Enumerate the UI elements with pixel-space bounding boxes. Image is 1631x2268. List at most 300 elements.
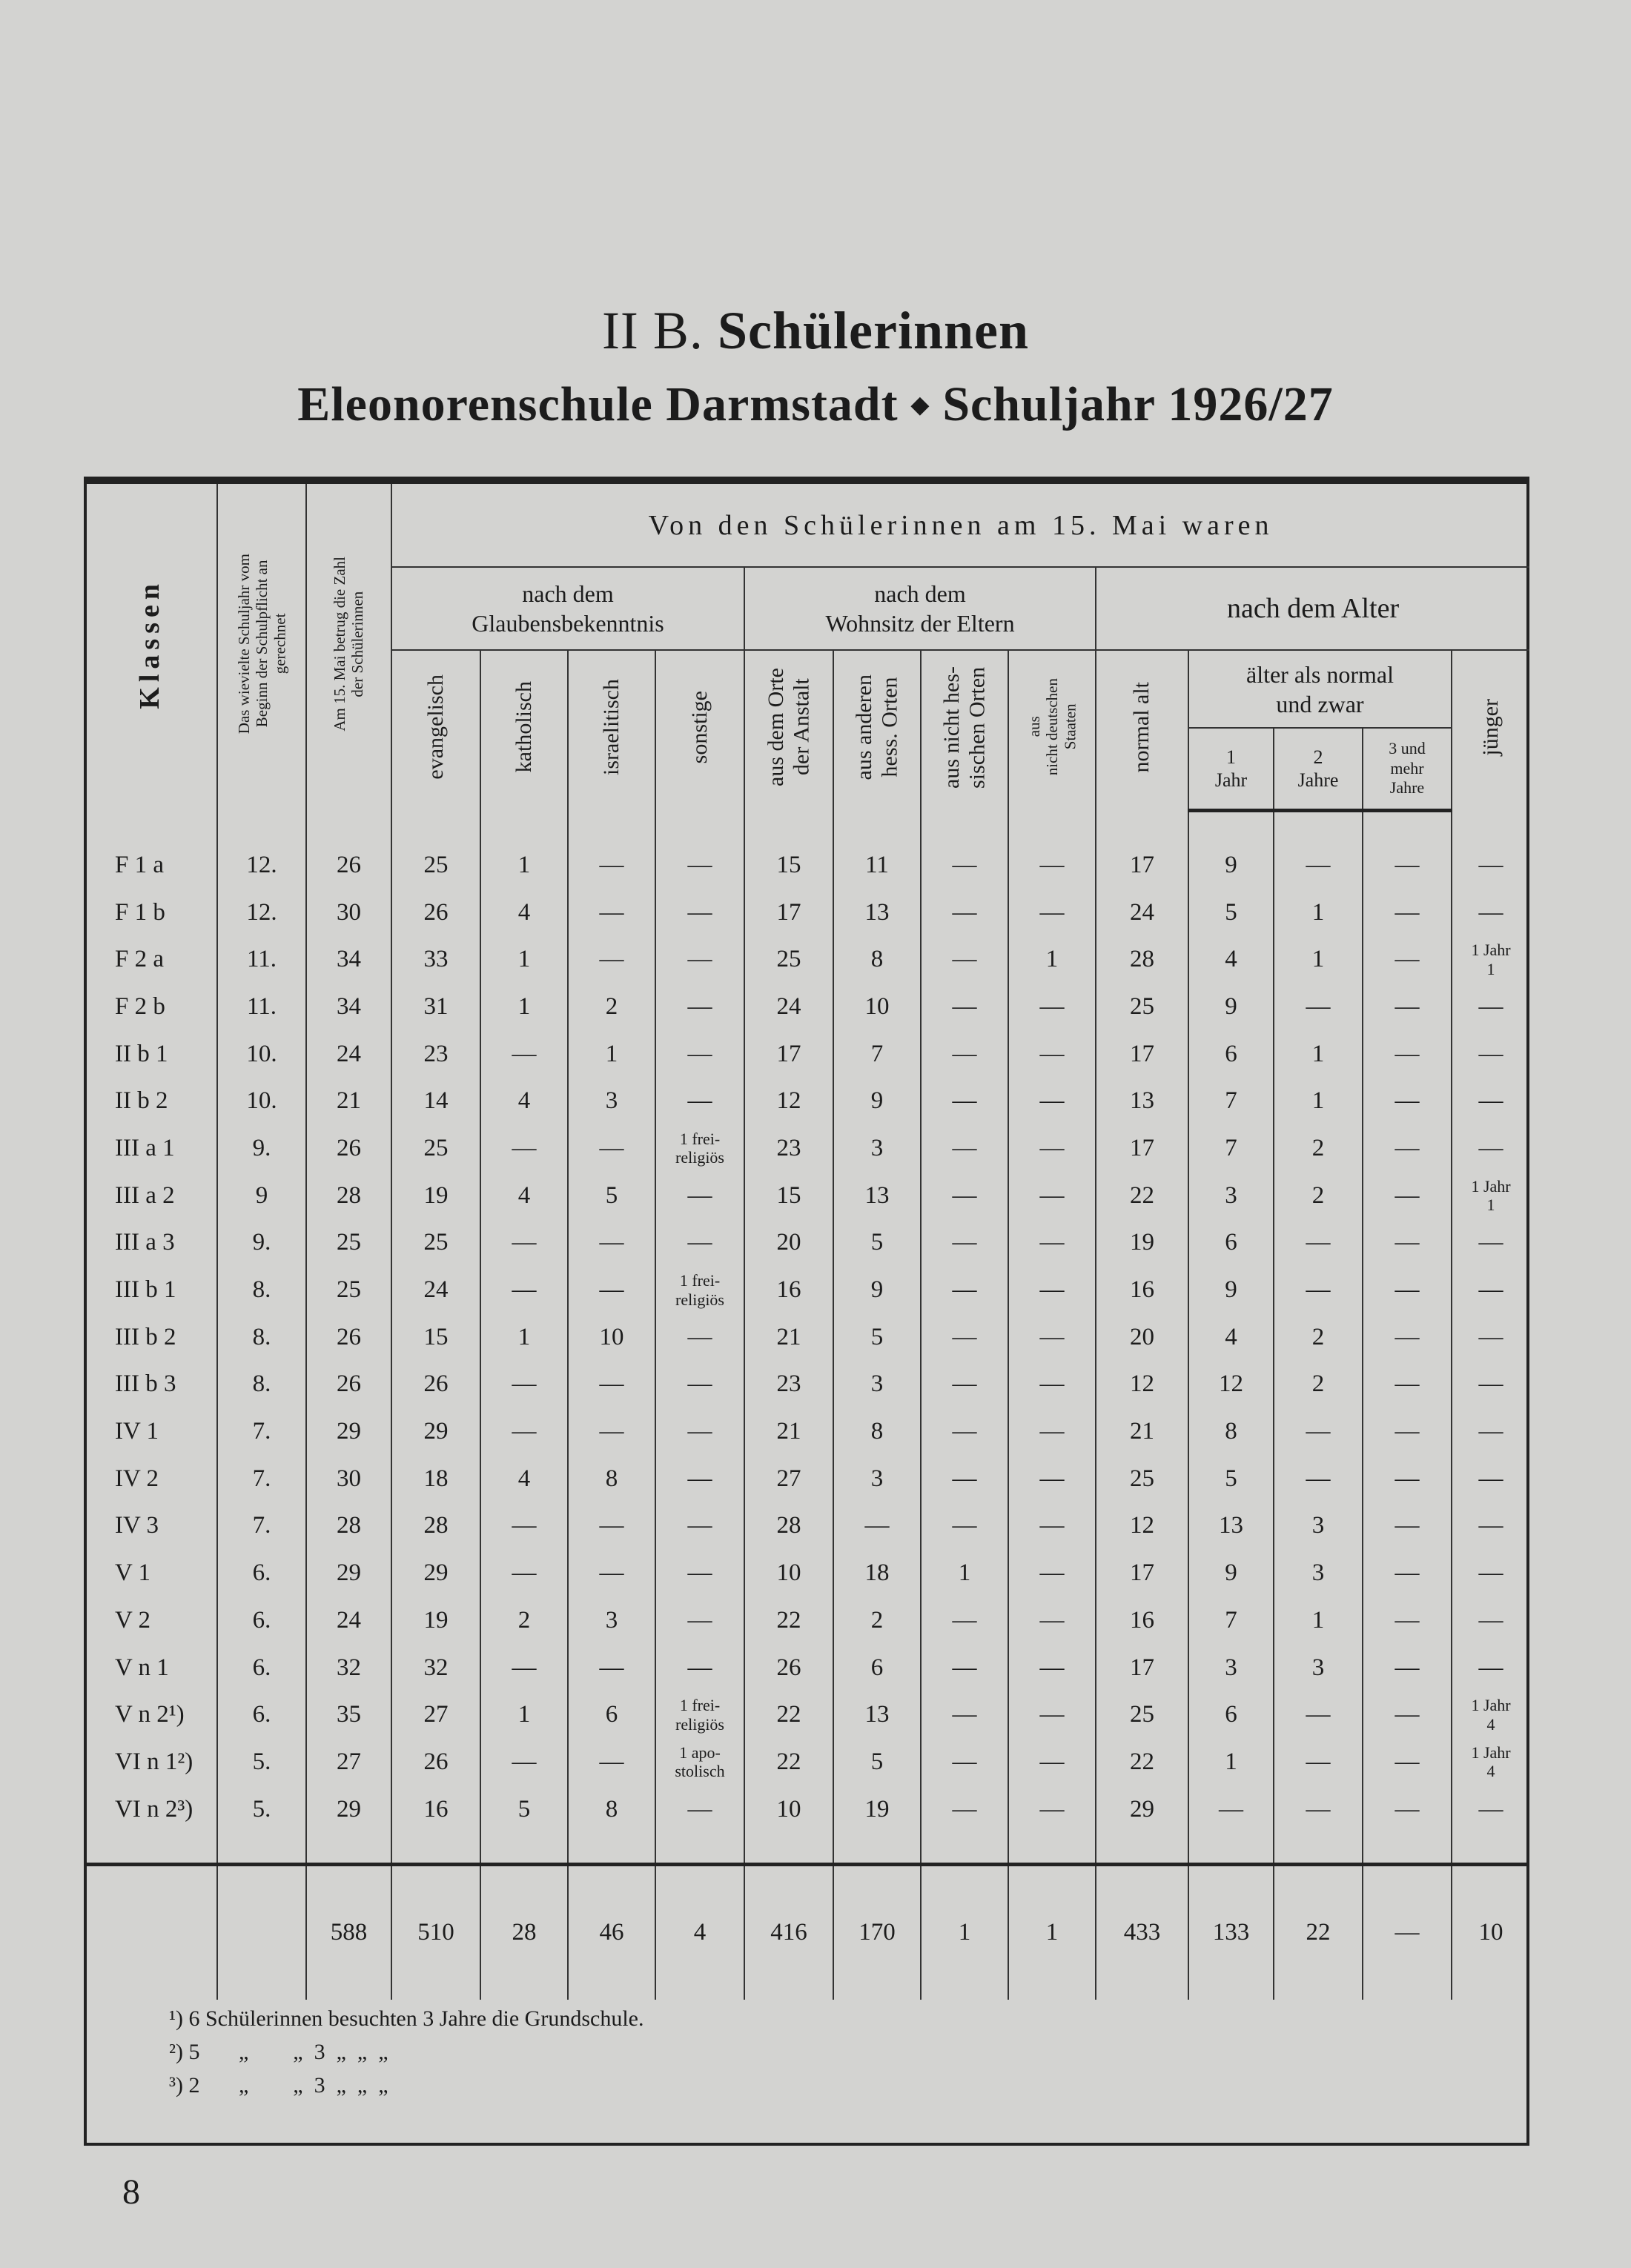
table-row [84,1739,1529,1786]
cell-aelter-1: 7 [1188,1597,1274,1645]
cell-juenger: 1 Jahr 4 [1471,1696,1511,1734]
cell-anderen: 9 [833,1078,921,1125]
cell-nicht-deutsch: — [1008,1361,1096,1408]
cell-zahl: 34 [306,936,391,984]
cell-zahl: 30 [306,1455,391,1502]
cell-anderen: 5 [833,1739,921,1786]
cell-israelitisch: 6 [568,1691,655,1739]
cell-sonstige: — [655,1785,744,1833]
cell-nicht-deutsch: — [1008,1455,1096,1502]
cell-katholisch: — [480,1219,568,1267]
cell-sonstige: — [655,842,744,889]
cell-zahl: 24 [306,1597,391,1645]
cell-orte: 28 [744,1502,833,1550]
cell-evangelisch: 16 [391,1785,480,1833]
cell-zahl: 29 [306,1550,391,1597]
cell-zahl: 25 [306,1267,391,1314]
cell-juenger: — [1478,1323,1503,1350]
cell-juenger: — [1478,1040,1503,1067]
cell-nicht-deutsch: — [1008,842,1096,889]
total-normal: 433 [1096,1864,1188,2000]
cell-schuljahr: 11. [217,984,306,1031]
cell-aelter-1: 1 [1188,1739,1274,1786]
cell-juenger: — [1478,1465,1503,1492]
cell-normal: 20 [1096,1313,1188,1361]
cell-evangelisch: 23 [391,1030,480,1078]
total-evangelisch: 510 [391,1864,480,2000]
page-number: 8 [122,2172,140,2212]
cell-nicht-hessisch: — [921,842,1008,889]
total-sonstige: 4 [655,1864,744,2000]
cell-zahl: 30 [306,889,391,936]
cell-aelter-3: — [1363,1739,1452,1786]
cell-schuljahr: 7. [217,1455,306,1502]
cell-nicht-hessisch: — [921,1078,1008,1125]
cell-israelitisch: — [568,1125,655,1173]
cell-israelitisch: — [568,1739,655,1786]
cell-nicht-deutsch: — [1008,984,1096,1031]
cell-anderen: 19 [833,1785,921,1833]
cell-normal: 17 [1096,842,1188,889]
cell-sonstige: 1 apo- stolisch [655,1739,744,1786]
total-juenger: 10 [1452,1864,1529,2000]
header-nicht-hessisch: aus nicht hes- sischen Orten [921,650,1008,810]
cell-aelter-2: — [1274,1691,1363,1739]
cell-klasse: V n 1 [84,1644,217,1691]
footnote-1: ¹) 6 Schülerinnen besuchten 3 Jahre die Grundschule. [169,2006,644,2031]
cell-nicht-hessisch: — [921,1172,1008,1219]
cell-anderen: 13 [833,1172,921,1219]
cell-katholisch: 4 [480,889,568,936]
cell-sonstige: — [655,1219,744,1267]
cell-israelitisch: — [568,889,655,936]
table-row [84,1550,1529,1597]
cell-sonstige: — [655,1502,744,1550]
cell-normal: 17 [1096,1644,1188,1691]
cell-aelter-2: 2 [1274,1125,1363,1173]
cell-aelter-2: — [1274,1219,1363,1267]
cell-klasse: IV 3 [84,1502,217,1550]
cell-klasse: F 2 a [84,936,217,984]
cell-aelter-3: — [1363,1361,1452,1408]
table-row [84,842,1529,889]
table-row [84,1502,1529,1550]
cell-anderen: 8 [833,936,921,984]
header-schuljahr: Das wievielte Schuljahr vom Beginn der Schulpflicht an gerechnet [217,484,306,810]
cell-normal: 21 [1096,1408,1188,1456]
cell-anderen: 5 [833,1313,921,1361]
cell-aelter-2: — [1274,842,1363,889]
cell-aelter-3: — [1363,1078,1452,1125]
cell-nicht-deutsch: — [1008,1125,1096,1173]
cell-juenger: — [1478,1606,1503,1634]
cell-aelter-3: — [1363,1691,1452,1739]
cell-aelter-3: — [1363,1219,1452,1267]
cell-nicht-hessisch: — [921,1030,1008,1078]
cell-normal: 28 [1096,936,1188,984]
totals-row [84,1864,1529,2000]
cell-evangelisch: 19 [391,1172,480,1219]
cell-katholisch: — [480,1550,568,1597]
footnote-2: ²) 5 „ „ 3 „ „ „ [169,2040,388,2064]
cell-nicht-deutsch: — [1008,1267,1096,1314]
cell-klasse: III a 2 [84,1172,217,1219]
total-katholisch: 28 [480,1864,568,2000]
cell-schuljahr: 9 [217,1172,306,1219]
cell-israelitisch: 8 [568,1785,655,1833]
total-zahl: 588 [306,1864,391,2000]
cell-zahl: 34 [306,984,391,1031]
cell-nicht-hessisch: — [921,1219,1008,1267]
cell-klasse: III a 3 [84,1219,217,1267]
cell-zahl: 28 [306,1172,391,1219]
cell-nicht-deutsch: — [1008,1502,1096,1550]
cell-orte: 21 [744,1408,833,1456]
cell-schuljahr: 9. [217,1125,306,1173]
cell-schuljahr: 12. [217,842,306,889]
header-evangelisch: evangelisch [391,650,480,810]
header-alter: nach dem Alter [1096,567,1529,650]
cell-israelitisch: — [568,1502,655,1550]
cell-israelitisch: — [568,1644,655,1691]
cell-sonstige: — [655,889,744,936]
cell-juenger: — [1478,1370,1503,1398]
cell-juenger: 1 Jahr 1 [1471,941,1511,978]
table-row [84,1219,1529,1267]
cell-normal: 12 [1096,1361,1188,1408]
cell-juenger: — [1478,1134,1503,1161]
cell-aelter-1: 6 [1188,1219,1274,1267]
table-row [84,1361,1529,1408]
cell-orte: 15 [744,842,833,889]
table-row [84,1597,1529,1645]
cell-normal: 25 [1096,1691,1188,1739]
cell-nicht-deutsch: — [1008,1550,1096,1597]
header-normal: normal alt [1096,650,1188,810]
cell-nicht-hessisch: — [921,1739,1008,1786]
cell-katholisch: 4 [480,1078,568,1125]
cell-nicht-hessisch: — [921,936,1008,984]
cell-orte: 22 [744,1739,833,1786]
total-nicht-hessisch: 1 [921,1864,1008,2000]
cell-nicht-hessisch: — [921,1455,1008,1502]
cell-orte: 15 [744,1172,833,1219]
cell-schuljahr: 12. [217,889,306,936]
cell-katholisch: 1 [480,1691,568,1739]
cell-anderen: 9 [833,1267,921,1314]
cell-aelter-1: 7 [1188,1125,1274,1173]
cell-anderen: 5 [833,1219,921,1267]
cell-katholisch: 4 [480,1172,568,1219]
cell-anderen: 13 [833,889,921,936]
cell-juenger: 1 Jahr 4 [1471,1743,1511,1781]
cell-zahl: 26 [306,842,391,889]
cell-evangelisch: 26 [391,1361,480,1408]
cell-aelter-1: 4 [1188,936,1274,984]
cell-klasse: III b 3 [84,1361,217,1408]
cell-orte: 12 [744,1078,833,1125]
cell-evangelisch: 27 [391,1691,480,1739]
cell-anderen: 3 [833,1361,921,1408]
total-israelitisch: 46 [568,1864,655,2000]
cell-evangelisch: 15 [391,1313,480,1361]
cell-schuljahr: 6. [217,1644,306,1691]
cell-anderen: 2 [833,1597,921,1645]
cell-aelter-3: — [1363,1502,1452,1550]
cell-zahl: 24 [306,1030,391,1078]
subtitle: Eleonorenschule Darmstadt ⬩ Schuljahr 1926/27 [297,377,1334,431]
title-line-1 [0,300,1631,362]
cell-aelter-3: — [1363,1785,1452,1833]
cell-katholisch: 5 [480,1785,568,1833]
cell-aelter-3: — [1363,1172,1452,1219]
table-row [84,1078,1529,1125]
cell-orte: 17 [744,889,833,936]
cell-klasse: VI n 2³) [84,1785,217,1833]
statistics-table [84,484,1529,2000]
cell-normal: 17 [1096,1125,1188,1173]
cell-israelitisch: 10 [568,1313,655,1361]
table-row [84,1644,1529,1691]
header-2-jahre: 2 Jahre [1274,728,1363,810]
cell-klasse: III a 1 [84,1125,217,1173]
cell-schuljahr: 11. [217,936,306,984]
cell-sonstige: — [655,1030,744,1078]
header-wohnsitz: nach dem Wohnsitz der Eltern [744,567,1096,650]
cell-katholisch: 2 [480,1597,568,1645]
cell-orte: 27 [744,1455,833,1502]
cell-sonstige: — [655,1408,744,1456]
cell-sonstige: — [655,1597,744,1645]
cell-sonstige: — [655,1644,744,1691]
cell-aelter-3: — [1363,842,1452,889]
total-aelter-3: — [1363,1864,1452,2000]
cell-klasse: V n 2¹) [84,1691,217,1739]
cell-aelter-3: — [1363,1267,1452,1314]
cell-nicht-deutsch: — [1008,1408,1096,1456]
title-part: II B. [601,301,704,360]
cell-orte: 10 [744,1785,833,1833]
header-orte: aus dem Orte der Anstalt [744,650,833,810]
cell-evangelisch: 26 [391,889,480,936]
cell-orte: 23 [744,1361,833,1408]
cell-normal: 29 [1096,1785,1188,1833]
cell-aelter-2: 3 [1274,1550,1363,1597]
cell-katholisch: — [480,1125,568,1173]
cell-juenger: — [1478,1229,1503,1256]
cell-juenger: — [1478,851,1503,878]
cell-aelter-3: — [1363,889,1452,936]
cell-nicht-deutsch: — [1008,1785,1096,1833]
cell-schuljahr: 10. [217,1078,306,1125]
cell-zahl: 25 [306,1219,391,1267]
cell-schuljahr: 8. [217,1313,306,1361]
table-row [84,1125,1529,1173]
cell-schuljahr: 5. [217,1785,306,1833]
cell-aelter-1: 5 [1188,889,1274,936]
cell-israelitisch: — [568,1267,655,1314]
cell-klasse: F 1 b [84,889,217,936]
header-israelitisch: israelitisch [568,650,655,810]
header-katholisch: katholisch [480,650,568,810]
cell-evangelisch: 25 [391,1125,480,1173]
table-row [84,1785,1529,1833]
cell-aelter-2: — [1274,1267,1363,1314]
cell-katholisch: — [480,1739,568,1786]
cell-orte: 10 [744,1550,833,1597]
cell-aelter-2: — [1274,1408,1363,1456]
cell-evangelisch: 33 [391,936,480,984]
cell-aelter-1: 6 [1188,1691,1274,1739]
cell-nicht-deutsch: — [1008,1313,1096,1361]
cell-nicht-hessisch: 1 [921,1550,1008,1597]
cell-evangelisch: 24 [391,1267,480,1314]
cell-aelter-1: 9 [1188,1550,1274,1597]
cell-klasse: VI n 1²) [84,1739,217,1786]
cell-anderen: 11 [833,842,921,889]
cell-nicht-hessisch: — [921,1125,1008,1173]
cell-aelter-2: — [1274,984,1363,1031]
cell-nicht-deutsch: — [1008,1030,1096,1078]
cell-normal: 24 [1096,889,1188,936]
cell-aelter-1: 9 [1188,984,1274,1031]
header-zahl: Am 15. Mai betrug die Zahl der Schülerinnen [306,484,391,810]
table-row [84,1172,1529,1219]
cell-aelter-3: — [1363,1030,1452,1078]
cell-israelitisch: — [568,936,655,984]
cell-nicht-deutsch: — [1008,1219,1096,1267]
cell-sonstige: — [655,1172,744,1219]
cell-schuljahr: 6. [217,1691,306,1739]
cell-israelitisch: 5 [568,1172,655,1219]
cell-nicht-deutsch: — [1008,1597,1096,1645]
cell-zahl: 28 [306,1502,391,1550]
header-sonstige: sonstige [655,650,744,810]
title-gothic: Schülerinnen [717,301,1030,360]
cell-aelter-1: 12 [1188,1361,1274,1408]
cell-aelter-1: 4 [1188,1313,1274,1361]
cell-aelter-3: — [1363,1313,1452,1361]
total-aelter-1: 133 [1188,1864,1274,2000]
cell-orte: 17 [744,1030,833,1078]
header-3-jahre: 3 und mehr Jahre [1363,728,1452,810]
table-row [84,1030,1529,1078]
cell-anderen: 18 [833,1550,921,1597]
cell-anderen: 3 [833,1125,921,1173]
cell-juenger: — [1478,1795,1503,1823]
cell-orte: 21 [744,1313,833,1361]
cell-aelter-3: — [1363,1597,1452,1645]
header-glaube: nach dem Glaubensbekenntnis [391,567,744,650]
cell-sonstige: — [655,1361,744,1408]
cell-katholisch: — [480,1361,568,1408]
cell-israelitisch: — [568,1550,655,1597]
cell-normal: 12 [1096,1502,1188,1550]
cell-normal: 16 [1096,1597,1188,1645]
header-nicht-deutsch: aus nicht deutschen Staaten [1008,650,1096,810]
table-row [84,1691,1529,1739]
cell-zahl: 26 [306,1313,391,1361]
cell-evangelisch: 19 [391,1597,480,1645]
cell-katholisch: — [480,1408,568,1456]
cell-katholisch: 1 [480,1313,568,1361]
cell-katholisch: 1 [480,842,568,889]
cell-anderen: 6 [833,1644,921,1691]
cell-aelter-3: — [1363,936,1452,984]
cell-juenger: — [1478,898,1503,926]
cell-aelter-2: — [1274,1455,1363,1502]
cell-aelter-2: 1 [1274,1597,1363,1645]
cell-orte: 23 [744,1125,833,1173]
header-klassen: Klassen [84,484,217,810]
total-orte: 416 [744,1864,833,2000]
cell-aelter-1: 8 [1188,1408,1274,1456]
cell-zahl: 26 [306,1125,391,1173]
cell-evangelisch: 14 [391,1078,480,1125]
footnote-3: ³) 2 „ „ 3 „ „ „ [169,2073,388,2098]
cell-klasse: II b 2 [84,1078,217,1125]
cell-klasse: IV 1 [84,1408,217,1456]
cell-nicht-hessisch: — [921,1597,1008,1645]
cell-sonstige: — [655,1455,744,1502]
cell-nicht-hessisch: — [921,1644,1008,1691]
cell-katholisch: 1 [480,984,568,1031]
cell-aelter-3: — [1363,984,1452,1031]
cell-juenger: — [1478,1559,1503,1587]
cell-israelitisch: 8 [568,1455,655,1502]
cell-evangelisch: 26 [391,1739,480,1786]
cell-klasse: V 2 [84,1597,217,1645]
cell-aelter-2: 3 [1274,1502,1363,1550]
cell-anderen: 13 [833,1691,921,1739]
cell-aelter-1: 3 [1188,1172,1274,1219]
cell-nicht-hessisch: — [921,1361,1008,1408]
cell-aelter-2: — [1274,1785,1363,1833]
cell-klasse: IV 2 [84,1455,217,1502]
cell-sonstige: — [655,984,744,1031]
cell-nicht-hessisch: — [921,1267,1008,1314]
cell-sonstige: — [655,936,744,984]
total-schuljahr [217,1864,306,2000]
cell-nicht-deutsch: — [1008,1172,1096,1219]
cell-juenger: — [1478,1276,1503,1304]
cell-katholisch: 1 [480,936,568,984]
cell-aelter-2: 1 [1274,889,1363,936]
cell-orte: 25 [744,936,833,984]
cell-juenger: — [1478,992,1503,1020]
cell-aelter-2: 2 [1274,1313,1363,1361]
cell-normal: 25 [1096,984,1188,1031]
cell-aelter-3: — [1363,1644,1452,1691]
cell-katholisch: 4 [480,1455,568,1502]
table-row [84,936,1529,984]
cell-nicht-deutsch: — [1008,889,1096,936]
cell-klasse: F 1 a [84,842,217,889]
cell-nicht-deutsch: — [1008,1739,1096,1786]
table-row [84,1313,1529,1361]
cell-nicht-hessisch: — [921,984,1008,1031]
cell-zahl: 21 [306,1078,391,1125]
cell-schuljahr: 6. [217,1597,306,1645]
cell-aelter-2: 1 [1274,1078,1363,1125]
cell-orte: 26 [744,1644,833,1691]
cell-normal: 19 [1096,1219,1188,1267]
cell-anderen: 10 [833,984,921,1031]
cell-israelitisch: — [568,842,655,889]
cell-katholisch: — [480,1267,568,1314]
cell-klasse: II b 1 [84,1030,217,1078]
cell-nicht-deutsch: — [1008,1691,1096,1739]
